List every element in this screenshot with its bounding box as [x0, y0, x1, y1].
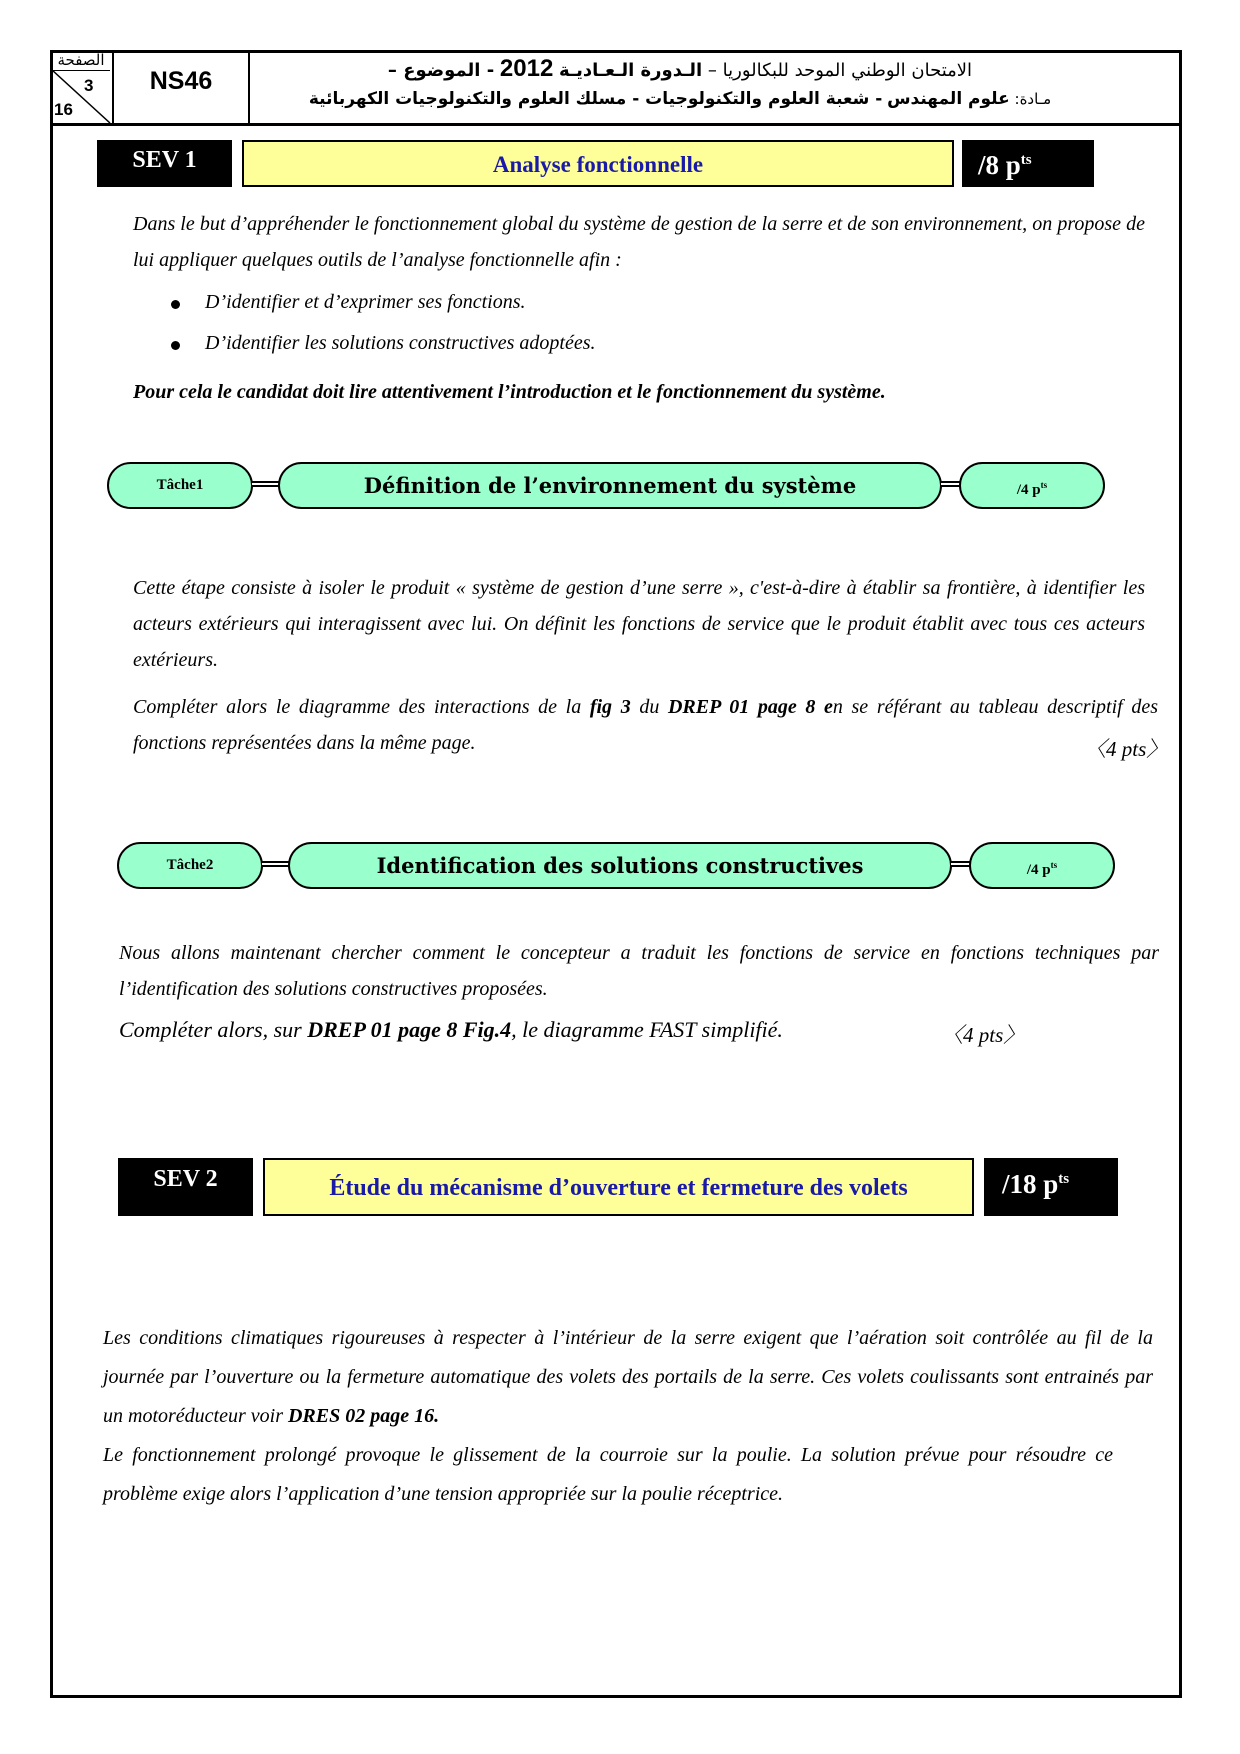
exam-title	[260, 54, 1100, 112]
task2-label: Tâche2	[117, 842, 263, 889]
task1-points-suffix: ts	[1040, 480, 1048, 490]
task2-para2-a: Compléter alors, sur	[119, 1017, 308, 1042]
task1-title: Définition de l’environnement du système	[278, 462, 942, 509]
task2-pts: 〈4 pts〉	[942, 1023, 1025, 1047]
task2-points-suffix: ts	[1050, 860, 1058, 870]
sev2-points-suffix: ts	[1058, 1171, 1070, 1187]
page-number: 3	[84, 76, 94, 95]
sev2-title: Étude du mécanisme d’ouverture et fermeture des volets	[263, 1158, 974, 1216]
sev1-intro: Dans le but d’appréhender le fonctionnement global du système de gestion de la serre et de son environnement, on propose de lui appliquer quelques outils de l’analyse fonctionnelle afin :	[133, 213, 1145, 271]
task2-para1: Nous allons maintenant chercher comment le concepteur a traduit les fonctions de service en fonctions techniques par l’identification des solutions constructives proposées.	[119, 942, 1159, 1000]
task1-pts: 〈4 pts〉	[1085, 737, 1168, 761]
sev1-points-suffix: ts	[1020, 152, 1032, 168]
task2-points-value: /4 p	[1026, 862, 1051, 878]
task1-para1: Cette étape consiste à isoler le produit « système de gestion d’une serre », c'est-à-dire à établir sa frontière, à identifier les acteurs extérieurs qui interagissent avec lui. On définit les fonctions de service que le produit établit avec tous ces acteurs extérieurs.	[133, 577, 1145, 671]
subject-name: علوم المهندس	[887, 89, 1010, 109]
task1-para2-c: du	[630, 696, 668, 718]
sev2-para1-text: Les conditions climatiques rigoureuses à respecter à l’intérieur de la serre exigent que l’aération soit contrôlée au fil de la journée par l’ouverture ou la fermeture automatique des volets des portails de la serre. Ces volets coulissants sont entrainés par un motoréducteur voir	[103, 1327, 1153, 1427]
task2-para2	[119, 1012, 1019, 1048]
sev1-note: Pour cela le candidat doit lire attentivement l’introduction et le fonctionnement du système.	[133, 381, 886, 403]
sev1-bullet-2	[205, 332, 596, 355]
sev2-id: SEV 2	[118, 1158, 253, 1216]
exam-year: 2012	[499, 55, 554, 82]
task1-para2	[133, 689, 1158, 761]
task1-para2-e: n se référant au tableau descriptif des fonctions représentées dans la même page.	[133, 696, 1159, 754]
sev2-para2: Le fonctionnement prolongé provoque le glissement de la courroie sur la poulie. La solution prévue pour résoudre ce problème exige alors l’application d’une tension appropriée sur la poulie réceptrice.	[103, 1444, 1113, 1505]
page-number-box	[50, 50, 114, 123]
subject-label: مـادة:	[1014, 90, 1052, 108]
task2-link-left	[262, 861, 290, 867]
task1-link-right	[941, 481, 961, 487]
exam-title-line1	[260, 54, 1100, 86]
sev1-bullet-2-text: D’identifier les solutions constructives adoptées.	[205, 332, 596, 354]
sev2-points	[984, 1158, 1118, 1216]
task1-label: Tâche1	[107, 462, 253, 509]
task2-title: Identification des solutions constructives	[288, 842, 952, 889]
sev1-points-value: /8 p	[978, 150, 1021, 180]
sev2-points-value: /18 p	[1002, 1169, 1059, 1199]
task1-points	[959, 462, 1105, 509]
exam-code: NS46	[114, 50, 250, 123]
task2-link-right	[951, 861, 971, 867]
page-label: الصفحة	[52, 50, 110, 71]
bullet-icon	[171, 341, 180, 350]
task1-para2-drep: DREP 01 page 8 e	[667, 696, 833, 718]
exam-title-line2	[260, 86, 1100, 112]
sev2-para1-ref: DRES 02 page 16.	[287, 1405, 440, 1427]
task2-points	[969, 842, 1115, 889]
subject-stream: - شعبة العلوم والتكنولوجيات - مسلك العلوم والتكنولوجيات الكهربائية	[308, 89, 883, 109]
task1-link-left	[252, 481, 280, 487]
sev1-id: SEV 1	[97, 140, 232, 187]
task1-para2-a: Compléter alors le diagramme des interactions de la	[133, 696, 590, 718]
bullet-icon	[171, 300, 180, 309]
page-total: 16	[54, 100, 73, 119]
exam-title-start: الامتحان الوطني الموحد للبكالوريا –	[707, 60, 973, 81]
exam-title-end: - الموضوع –	[387, 60, 495, 81]
task1-para2-fig: fig 3	[589, 696, 631, 718]
sev1-bullet-1	[205, 291, 526, 314]
sev1-title: Analyse fonctionnelle	[242, 140, 954, 187]
exam-session: الـدورة الـعـاديـة	[559, 60, 703, 81]
sev1-bullet-1-text: D’identifier et d’exprimer ses fonctions.	[205, 291, 526, 313]
sev1-points	[962, 140, 1094, 187]
task1-points-value: /4 p	[1016, 482, 1041, 498]
task2-para2-c: , le diagramme FAST simplifié.	[511, 1017, 783, 1042]
task2-para2-drep: DREP 01 page 8 Fig.4	[307, 1017, 512, 1042]
sev2-para1	[103, 1319, 1153, 1436]
page-header	[50, 50, 1182, 126]
